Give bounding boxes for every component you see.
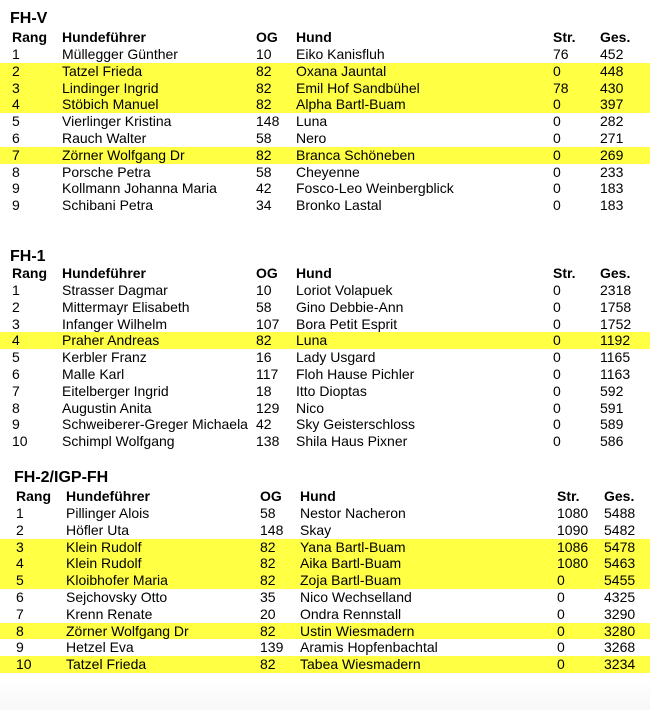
cell-og: 107 bbox=[256, 315, 280, 332]
cell-dog: Itto Dioptas bbox=[296, 382, 367, 399]
cell-handler: Infanger Wilhelm bbox=[62, 315, 168, 332]
cell-handler: Schibani Petra bbox=[62, 197, 154, 214]
cell-og: 10 bbox=[256, 46, 272, 62]
cell-ges: 233 bbox=[600, 163, 624, 180]
cell-ges: 271 bbox=[600, 130, 624, 146]
cell-ges: 3280 bbox=[604, 622, 636, 639]
cell-dog: Aramis Hopfenbachtal bbox=[300, 639, 438, 656]
cell-ges: 5478 bbox=[604, 538, 636, 555]
cell-handler: Klein Rudolf bbox=[66, 538, 142, 555]
cell-dog: Nestor Nacheron bbox=[300, 505, 406, 521]
table-header bbox=[0, 29, 650, 46]
table-row bbox=[0, 96, 650, 113]
table-row bbox=[0, 623, 650, 640]
cell-dog: Emil Hof Sandbühel bbox=[296, 79, 420, 96]
cell-ges: 1758 bbox=[600, 298, 632, 315]
cell-str: 0 bbox=[553, 349, 561, 366]
cell-handler: Tatzel Frieda bbox=[62, 62, 143, 79]
cell-ges: 3268 bbox=[604, 639, 636, 656]
page-bottom-edge bbox=[0, 680, 650, 710]
header-str: Str. bbox=[553, 265, 576, 281]
cell-str: 1090 bbox=[557, 521, 589, 538]
cell-dog: Loriot Volapuek bbox=[296, 282, 393, 298]
header-og: OG bbox=[256, 265, 278, 281]
cell-str: 1080 bbox=[557, 555, 589, 572]
header-og: OG bbox=[256, 29, 278, 45]
cell-str: 1080 bbox=[557, 505, 589, 521]
cell-og: 42 bbox=[256, 180, 272, 197]
cell-handler: Klein Rudolf bbox=[66, 555, 142, 572]
header-str: Str. bbox=[553, 29, 576, 45]
cell-handler: Schweiberer-Greger Michaela bbox=[62, 416, 248, 433]
cell-og: 117 bbox=[256, 366, 279, 382]
cell-handler: Lindinger Ingrid bbox=[62, 79, 159, 96]
cell-dog: Luna bbox=[296, 332, 328, 349]
table-row bbox=[0, 180, 650, 197]
cell-dog: Bora Petit Esprit bbox=[296, 315, 398, 332]
cell-str: 0 bbox=[553, 433, 561, 450]
cell-ges: 591 bbox=[600, 399, 624, 416]
cell-og: 129 bbox=[256, 399, 280, 416]
cell-str: 0 bbox=[553, 332, 561, 349]
cell-handler: Vierlinger Kristina bbox=[62, 113, 172, 130]
cell-rank: 2 bbox=[12, 62, 20, 79]
cell-handler: Hetzel Eva bbox=[66, 639, 134, 656]
cell-ges: 183 bbox=[600, 180, 624, 197]
cell-str: 0 bbox=[553, 163, 561, 180]
cell-ges: 5463 bbox=[604, 555, 636, 572]
header-str: Str. bbox=[557, 488, 580, 504]
cell-dog: Aika Bartl-Buam bbox=[300, 555, 402, 572]
cell-str: 0 bbox=[553, 382, 561, 399]
cell-ges: 448 bbox=[600, 62, 624, 79]
cell-rank: 10 bbox=[12, 433, 28, 450]
cell-str: 78 bbox=[553, 79, 569, 96]
cell-str: 0 bbox=[557, 622, 565, 639]
cell-ges: 1192 bbox=[600, 332, 631, 349]
table-row bbox=[0, 130, 650, 147]
cell-dog: Zoja Bartl-Buam bbox=[300, 572, 402, 589]
cell-og: 18 bbox=[256, 382, 272, 399]
cell-rank: 3 bbox=[16, 538, 24, 555]
cell-rank: 4 bbox=[12, 332, 20, 349]
cell-handler: Kloibhofer Maria bbox=[66, 572, 168, 589]
table-row bbox=[0, 113, 650, 130]
cell-str: 0 bbox=[557, 572, 565, 589]
cell-ges: 589 bbox=[600, 416, 624, 433]
table-row bbox=[0, 80, 650, 97]
cell-dog: Lady Usgard bbox=[296, 349, 376, 366]
cell-ges: 5488 bbox=[604, 505, 636, 521]
cell-dog: Alpha Bartl-Buam bbox=[296, 96, 406, 113]
cell-ges: 5455 bbox=[604, 572, 636, 589]
cell-og: 82 bbox=[256, 79, 272, 96]
table-header bbox=[0, 488, 650, 505]
table-row bbox=[0, 539, 650, 556]
cell-handler: Höfler Uta bbox=[66, 521, 130, 538]
cell-og: 82 bbox=[256, 62, 272, 79]
cell-rank: 3 bbox=[12, 315, 20, 332]
header-dog: Hund bbox=[300, 488, 336, 504]
cell-handler: Müllegger Günther bbox=[62, 46, 178, 62]
cell-handler: Krenn Renate bbox=[66, 605, 153, 622]
cell-dog: Nico bbox=[296, 399, 325, 416]
section-title: FH-2/IGP-FH bbox=[14, 469, 109, 486]
table-row bbox=[0, 63, 650, 80]
cell-rank: 1 bbox=[16, 505, 24, 521]
cell-ges: 430 bbox=[600, 79, 624, 96]
table-row bbox=[0, 46, 650, 63]
cell-str: 0 bbox=[553, 315, 561, 332]
cell-dog: Eiko Kanisfluh bbox=[296, 46, 385, 62]
cell-rank: 3 bbox=[12, 79, 20, 96]
cell-handler: Sejchovsky Otto bbox=[66, 589, 168, 605]
cell-handler: Tatzel Frieda bbox=[66, 656, 147, 673]
table-row bbox=[0, 164, 650, 181]
table-row bbox=[0, 589, 650, 606]
cell-ges: 1752 bbox=[600, 315, 632, 332]
table-row bbox=[0, 197, 650, 214]
table-row bbox=[0, 316, 650, 333]
cell-handler: Eitelberger Ingrid bbox=[62, 382, 169, 399]
cell-ges: 1165 bbox=[600, 349, 631, 366]
cell-str: 0 bbox=[553, 416, 561, 433]
table-row bbox=[0, 572, 650, 589]
cell-ges: 183 bbox=[600, 197, 624, 214]
table-row bbox=[0, 349, 650, 366]
cell-str: 0 bbox=[557, 605, 565, 622]
cell-og: 82 bbox=[256, 96, 272, 113]
section-title: FH-V bbox=[10, 10, 48, 27]
cell-og: 82 bbox=[260, 656, 276, 673]
header-rank: Rang bbox=[16, 488, 51, 504]
table-row bbox=[0, 147, 650, 164]
cell-str: 0 bbox=[553, 197, 561, 214]
cell-rank: 5 bbox=[12, 349, 20, 366]
cell-str: 0 bbox=[553, 399, 561, 416]
cell-str: 0 bbox=[553, 96, 561, 113]
cell-ges: 586 bbox=[600, 433, 624, 450]
table-row bbox=[0, 366, 650, 383]
cell-rank: 2 bbox=[12, 298, 20, 315]
header-ges: Ges. bbox=[604, 488, 635, 504]
cell-handler: Strasser Dagmar bbox=[62, 282, 168, 298]
cell-rank: 1 bbox=[12, 282, 20, 298]
cell-og: 82 bbox=[260, 572, 276, 589]
cell-dog: Nico Wechselland bbox=[300, 589, 412, 605]
cell-og: 82 bbox=[256, 332, 272, 349]
cell-str: 0 bbox=[553, 180, 561, 197]
cell-dog: Sky Geisterschloss bbox=[296, 416, 416, 433]
cell-rank: 8 bbox=[12, 399, 20, 416]
cell-og: 82 bbox=[260, 622, 276, 639]
cell-dog: Bronko Lastal bbox=[296, 197, 382, 214]
cell-str: 0 bbox=[557, 639, 565, 656]
cell-rank: 6 bbox=[12, 130, 20, 146]
cell-str: 1086 bbox=[557, 538, 589, 555]
cell-dog: Fosco-Leo Weinbergblick bbox=[296, 180, 454, 197]
cell-ges: 3290 bbox=[604, 605, 636, 622]
table-row bbox=[0, 656, 650, 673]
cell-rank: 7 bbox=[12, 382, 20, 399]
cell-str: 0 bbox=[557, 656, 565, 673]
cell-og: 58 bbox=[256, 298, 272, 315]
cell-rank: 8 bbox=[12, 163, 20, 180]
table-row bbox=[0, 606, 650, 623]
cell-dog: Skay bbox=[300, 521, 332, 538]
cell-ges: 282 bbox=[600, 113, 624, 130]
table-row bbox=[0, 522, 650, 539]
cell-dog: Gino Debbie-Ann bbox=[296, 298, 404, 315]
cell-dog: Luna bbox=[296, 113, 328, 130]
cell-rank: 1 bbox=[12, 46, 20, 62]
cell-ges: 5482 bbox=[604, 521, 636, 538]
cell-str: 0 bbox=[553, 282, 561, 298]
cell-rank: 9 bbox=[12, 197, 20, 214]
table-row bbox=[0, 332, 650, 349]
cell-og: 82 bbox=[260, 555, 276, 572]
header-og: OG bbox=[260, 488, 282, 504]
cell-ges: 592 bbox=[600, 382, 624, 399]
cell-rank: 2 bbox=[16, 521, 24, 538]
cell-str: 0 bbox=[553, 113, 561, 130]
cell-rank: 7 bbox=[12, 146, 20, 163]
cell-og: 148 bbox=[256, 113, 280, 130]
cell-rank: 6 bbox=[12, 366, 20, 382]
cell-og: 10 bbox=[256, 282, 272, 298]
cell-handler: Kerbler Franz bbox=[62, 349, 147, 366]
cell-rank: 5 bbox=[12, 113, 20, 130]
cell-ges: 269 bbox=[600, 146, 624, 163]
cell-handler: Praher Andreas bbox=[62, 332, 160, 349]
cell-ges: 4325 bbox=[604, 589, 636, 605]
cell-og: 35 bbox=[260, 589, 276, 605]
table-row bbox=[0, 282, 650, 299]
cell-handler: Zörner Wolfgang Dr bbox=[66, 622, 189, 639]
cell-dog: Ondra Rennstall bbox=[300, 605, 402, 622]
cell-dog: Shila Haus Pixner bbox=[296, 433, 408, 450]
cell-dog: Tabea Wiesmadern bbox=[300, 656, 421, 673]
cell-dog: Nero bbox=[296, 130, 327, 146]
table-row bbox=[0, 555, 650, 572]
cell-rank: 6 bbox=[16, 589, 24, 605]
cell-og: 20 bbox=[260, 605, 276, 622]
cell-handler: Kollmann Johanna Maria bbox=[62, 180, 217, 197]
table-row bbox=[0, 416, 650, 433]
cell-handler: Schimpl Wolfgang bbox=[62, 433, 175, 450]
cell-str: 0 bbox=[553, 62, 561, 79]
cell-ges: 397 bbox=[600, 96, 624, 113]
cell-handler: Malle Karl bbox=[62, 366, 125, 382]
cell-str: 76 bbox=[553, 46, 569, 62]
header-dog: Hund bbox=[296, 265, 332, 281]
header-handler: Hundeführer bbox=[62, 265, 146, 281]
cell-og: 58 bbox=[256, 163, 272, 180]
cell-og: 148 bbox=[260, 521, 284, 538]
cell-og: 16 bbox=[256, 349, 272, 366]
cell-handler: Rauch Walter bbox=[62, 130, 147, 146]
cell-str: 0 bbox=[557, 589, 565, 605]
cell-rank: 7 bbox=[16, 605, 24, 622]
table-row bbox=[0, 505, 650, 522]
cell-ges: 3234 bbox=[604, 656, 636, 673]
cell-handler: Zörner Wolfgang Dr bbox=[62, 146, 185, 163]
cell-str: 0 bbox=[553, 298, 561, 315]
cell-rank: 9 bbox=[12, 180, 20, 197]
table-row bbox=[0, 383, 650, 400]
cell-dog: Oxana Jauntal bbox=[296, 62, 387, 79]
header-handler: Hundeführer bbox=[66, 488, 150, 504]
cell-og: 138 bbox=[256, 433, 280, 450]
header-ges: Ges. bbox=[600, 265, 631, 281]
cell-ges: 2318 bbox=[600, 282, 632, 298]
cell-str: 0 bbox=[553, 366, 561, 382]
cell-og: 58 bbox=[256, 130, 272, 146]
header-dog: Hund bbox=[296, 29, 332, 45]
cell-rank: 10 bbox=[16, 656, 32, 673]
cell-dog: Floh Hause Pichler bbox=[296, 366, 415, 382]
header-ges: Ges. bbox=[600, 29, 631, 45]
cell-handler: Stöbich Manuel bbox=[62, 96, 159, 113]
table-row bbox=[0, 299, 650, 316]
cell-og: 82 bbox=[260, 538, 276, 555]
cell-handler: Mittermayr Elisabeth bbox=[62, 298, 190, 315]
cell-ges: 452 bbox=[600, 46, 624, 62]
cell-dog: Branca Schöneben bbox=[296, 146, 416, 163]
table-row bbox=[0, 433, 650, 450]
cell-handler: Pillinger Alois bbox=[66, 505, 150, 521]
cell-rank: 4 bbox=[12, 96, 20, 113]
cell-rank: 9 bbox=[16, 639, 24, 656]
cell-og: 34 bbox=[256, 197, 272, 214]
cell-dog: Yana Bartl-Buam bbox=[300, 538, 406, 555]
cell-og: 139 bbox=[260, 639, 284, 656]
table-row bbox=[0, 400, 650, 417]
section-title: FH-1 bbox=[10, 248, 46, 265]
cell-str: 0 bbox=[553, 130, 561, 146]
cell-rank: 4 bbox=[16, 555, 24, 572]
cell-handler: Porsche Petra bbox=[62, 163, 151, 180]
header-handler: Hundeführer bbox=[62, 29, 146, 45]
header-rank: Rang bbox=[12, 265, 47, 281]
cell-rank: 8 bbox=[16, 622, 24, 639]
cell-dog: Ustin Wiesmadern bbox=[300, 622, 415, 639]
cell-str: 0 bbox=[553, 146, 561, 163]
cell-rank: 9 bbox=[12, 416, 20, 433]
header-rank: Rang bbox=[12, 29, 47, 45]
table-header bbox=[0, 265, 650, 282]
cell-rank: 5 bbox=[16, 572, 24, 589]
cell-og: 58 bbox=[260, 505, 276, 521]
table-row bbox=[0, 639, 650, 656]
cell-ges: 1163 bbox=[600, 366, 631, 382]
cell-handler: Augustin Anita bbox=[62, 399, 152, 416]
cell-og: 82 bbox=[256, 146, 272, 163]
cell-dog: Cheyenne bbox=[296, 163, 360, 180]
cell-og: 42 bbox=[256, 416, 272, 433]
